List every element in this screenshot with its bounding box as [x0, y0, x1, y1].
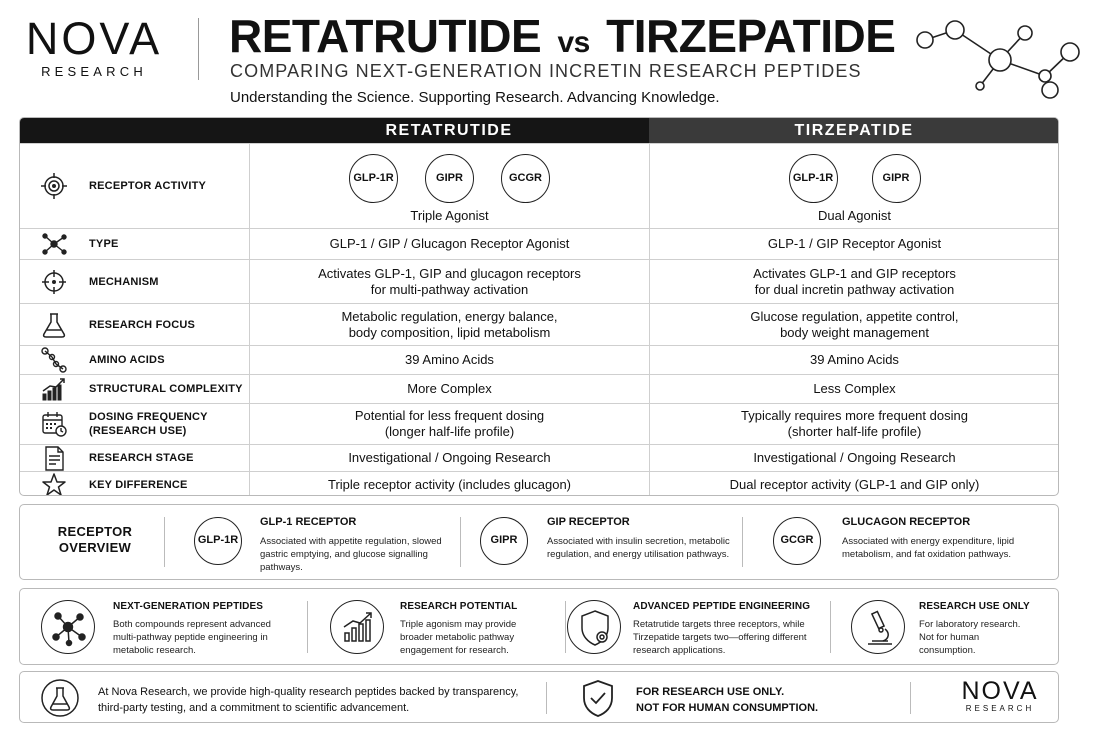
footer-logo-wordmark: NOVA	[961, 677, 1039, 705]
row-label: AMINO ACIDS	[89, 354, 165, 366]
nova-logo	[20, 13, 168, 79]
column-divider	[249, 143, 250, 496]
tirzepatide-agonist-type: Dual Agonist	[818, 208, 891, 223]
table-row-receptor-activity	[20, 143, 1058, 228]
footer-logo-subtext: RESEARCH	[965, 704, 1035, 713]
retatrutide-value: Metabolic regulation, energy balance, body composition, lipid metabolism	[341, 308, 558, 340]
page-tagline: Understanding the Science. Supporting Research. Advancing Knowledge.	[230, 89, 720, 106]
receptor-badge-gipr: GIPR	[872, 154, 921, 203]
title-vs: vs	[557, 26, 590, 59]
retatrutide-value: Triple receptor activity (includes glucagon)	[327, 477, 571, 492]
tirzepatide-receptors	[650, 154, 1059, 203]
row-label: DOSING FREQUENCY (RESEARCH USE)	[89, 411, 208, 437]
title-right: TIRZEPATIDE	[606, 10, 896, 62]
row-label: KEY DIFFERENCE	[89, 479, 188, 491]
table-row	[20, 374, 1058, 403]
table-row	[20, 444, 1058, 471]
network-icon	[40, 230, 68, 258]
receptor-badge-gipr: GIPR	[425, 154, 474, 203]
feature-description: For laboratory research. Not for human consumption.	[919, 619, 1021, 656]
footer-logo	[950, 678, 1050, 713]
retatrutide-value: Activates GLP-1, GIP and glucagon receptors for multi-pathway activation	[318, 265, 581, 297]
overview-divider	[164, 517, 165, 567]
tirzepatide-value: Typically requires more frequent dosing (shorter half-life profile)	[741, 408, 968, 439]
flask-icon	[40, 678, 80, 718]
retatrutide-value: GLP-1 / GIP / Glucagon Receptor Agonist	[329, 236, 570, 251]
tirzepatide-value: Activates GLP-1 and GIP receptors for dual incretin pathway activation	[753, 265, 956, 297]
feature-heading: RESEARCH POTENTIAL	[400, 601, 518, 612]
footer-divider	[910, 682, 911, 714]
feature-heading: RESEARCH USE ONLY	[919, 601, 1030, 612]
overview-heading: GLP-1 RECEPTOR	[260, 516, 357, 528]
bar-chart-icon	[40, 375, 68, 403]
retatrutide-value: Investigational / Ongoing Research	[348, 450, 551, 465]
chain-icon	[40, 346, 68, 374]
feature-divider	[830, 601, 831, 653]
comparison-table	[19, 117, 1059, 496]
receptor-badge-gcgr: GCGR	[501, 154, 550, 203]
feature-divider	[565, 601, 566, 653]
tirzepatide-value: GLP-1 / GIP Receptor Agonist	[767, 236, 942, 251]
features-strip	[19, 588, 1059, 665]
table-row	[20, 303, 1058, 345]
column-header-tirzepatide: TIRZEPATIDE	[649, 118, 1059, 143]
logo-wordmark: NOVA	[25, 13, 163, 64]
feature-description: Both compounds represent advanced multi-pathway peptide engineering in metabolic research.	[113, 619, 271, 656]
logo-subtext: RESEARCH	[41, 64, 147, 79]
column-divider	[649, 143, 650, 496]
footer-statement: At Nova Research, we provide high-quality research peptides backed by transparency, third-party testing, and a commitment to scientific advancement.	[98, 686, 519, 714]
retatrutide-agonist-type: Triple Agonist	[410, 208, 489, 223]
target-icon	[40, 172, 68, 200]
shield-check-icon	[580, 678, 616, 718]
feature-description: Triple agonism may provide broader metabolic pathway engagement for research.	[400, 619, 517, 656]
title-left: RETATRUTIDE	[229, 10, 542, 62]
feature-heading: NEXT-GENERATION PEPTIDES	[113, 601, 264, 612]
retatrutide-value: 39 Amino Acids	[405, 352, 494, 367]
overview-divider	[742, 517, 743, 567]
table-row	[20, 259, 1058, 303]
table-header	[20, 118, 1058, 143]
row-label: RECEPTOR ACTIVITY	[89, 180, 207, 192]
header-divider	[198, 18, 199, 80]
column-header-retatrutide: RETATRUTIDE	[385, 122, 513, 139]
table-row	[20, 345, 1058, 374]
flask-icon	[40, 311, 68, 339]
overview-badge-gcgr: GCGR	[773, 517, 821, 565]
growth-chart-icon	[330, 600, 384, 654]
tirzepatide-value: Glucose regulation, appetite control, body weight management	[750, 308, 959, 340]
retatrutide-receptors	[250, 154, 649, 203]
table-row	[20, 403, 1058, 444]
tirzepatide-value: Dual receptor activity (GLP-1 and GIP only)	[729, 477, 980, 492]
overview-badge-gipr: GIPR	[480, 517, 528, 565]
document-icon	[40, 444, 68, 472]
table-row	[20, 471, 1058, 496]
overview-description: Associated with appetite regulation, slowed gastric emptying, and glucose signalling pathways.	[260, 536, 442, 573]
row-label: STRUCTURAL COMPLEXITY	[89, 383, 243, 395]
overview-heading: GIP RECEPTOR	[547, 516, 630, 528]
tirzepatide-value: Less Complex	[813, 381, 896, 396]
feature-description: Retatrutide targets three receptors, while Tirzepatide targets two—offering different research applications.	[633, 619, 807, 656]
microscope-icon	[851, 600, 905, 654]
table-row	[20, 228, 1058, 259]
retatrutide-value: Potential for less frequent dosing (longer half-life profile)	[354, 408, 545, 439]
header	[0, 0, 1100, 112]
crosshair-icon	[40, 268, 68, 296]
overview-title: RECEPTOR OVERVIEW	[57, 524, 133, 555]
molecule-icon	[41, 600, 95, 654]
warning-line-1: FOR RESEARCH USE ONLY.	[636, 686, 785, 698]
molecule-graphic-icon	[905, 8, 1085, 104]
tirzepatide-value: Investigational / Ongoing Research	[753, 450, 956, 465]
row-label: RESEARCH STAGE	[89, 452, 194, 464]
row-label: TYPE	[89, 238, 119, 250]
overview-description: Associated with insulin secretion, metabolic regulation, and energy utilisation pathways.	[547, 536, 730, 560]
page-subtitle: COMPARING NEXT-GENERATION INCRETIN RESEARCH PEPTIDES	[230, 61, 862, 81]
receptor-overview	[19, 504, 1059, 580]
footer-warning	[636, 684, 818, 716]
feature-heading: ADVANCED PEPTIDE ENGINEERING	[633, 601, 811, 612]
row-label: MECHANISM	[89, 275, 159, 288]
overview-description: Associated with energy expenditure, lipid metabolism, and fat oxidation pathways.	[842, 536, 1015, 560]
feature-divider	[307, 601, 308, 653]
calendar-icon	[40, 410, 68, 438]
retatrutide-value: More Complex	[407, 381, 492, 396]
shield-gear-icon	[567, 600, 621, 654]
receptor-badge-glp1r: GLP-1R	[349, 154, 398, 203]
warning-line-2: NOT FOR HUMAN CONSUMPTION.	[636, 702, 819, 714]
star-icon	[40, 471, 68, 496]
row-label: RESEARCH FOCUS	[89, 318, 196, 331]
footer	[19, 671, 1059, 723]
receptor-badge-glp1r: GLP-1R	[789, 154, 838, 203]
footer-divider	[546, 682, 547, 714]
overview-heading: GLUCAGON RECEPTOR	[842, 516, 971, 528]
tirzepatide-value: 39 Amino Acids	[810, 352, 899, 367]
overview-badge-glp1r: GLP-1R	[194, 517, 242, 565]
overview-divider	[460, 517, 461, 567]
